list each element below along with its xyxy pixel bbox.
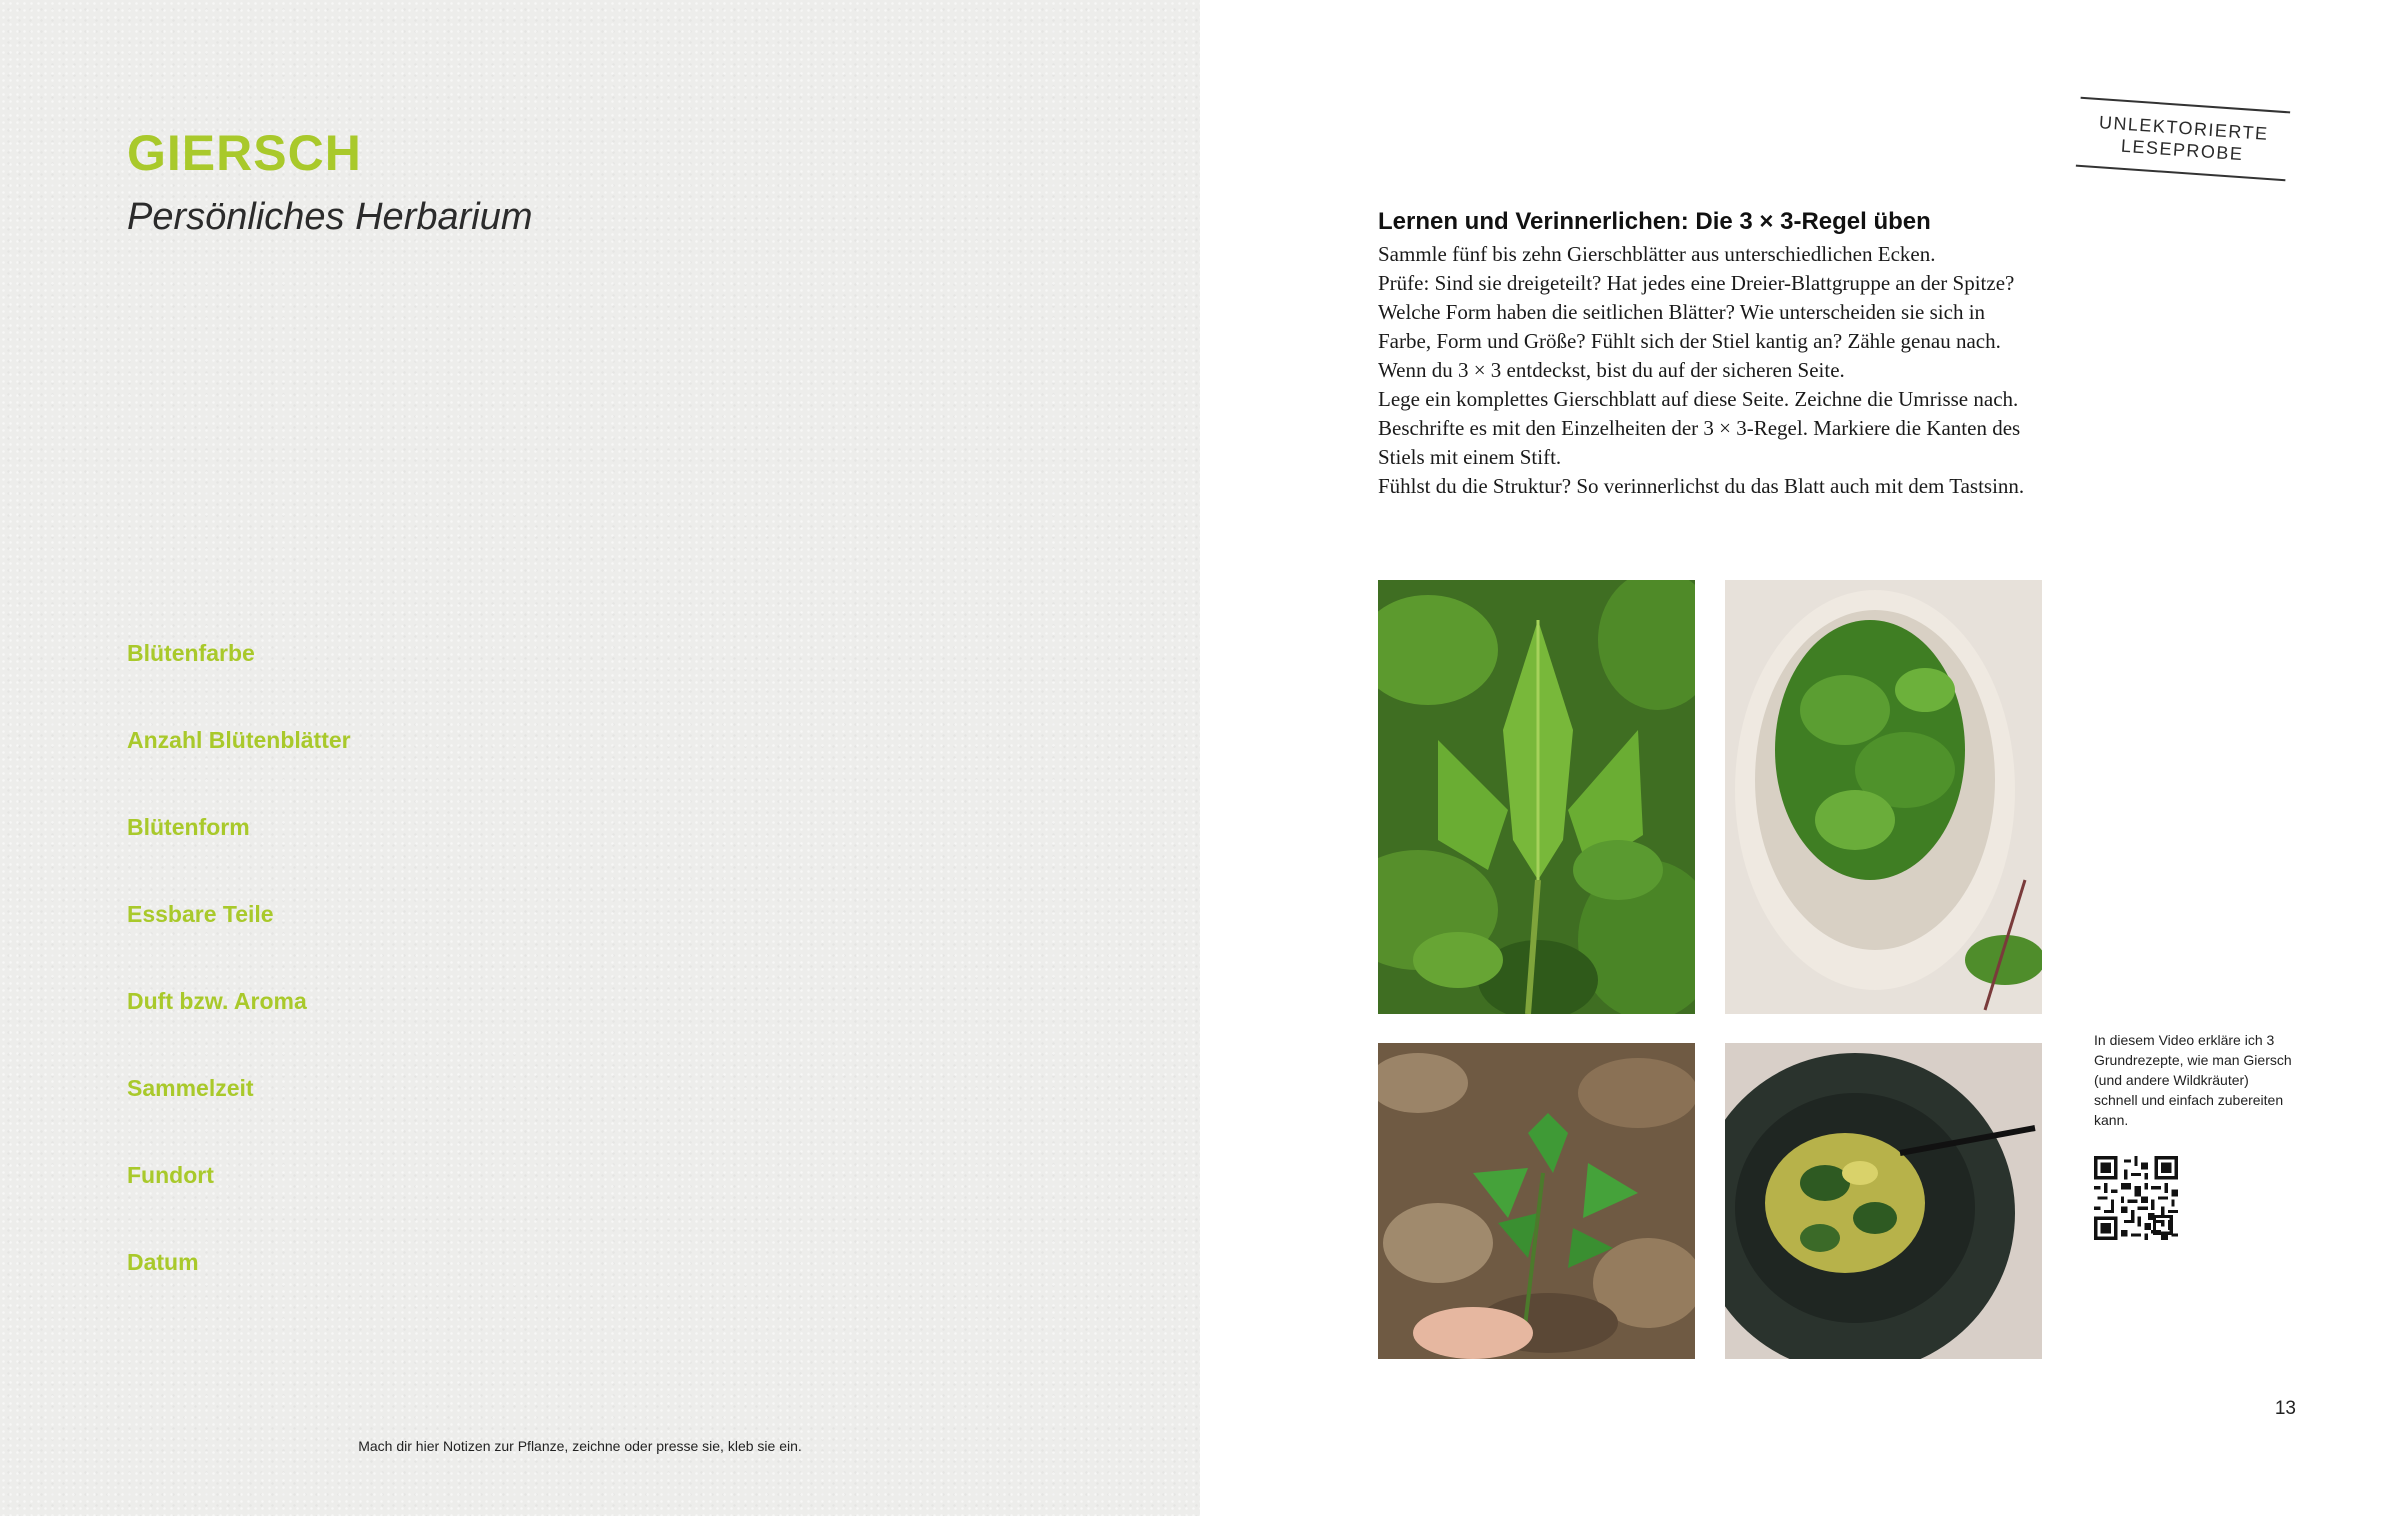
body-text bbox=[1378, 240, 2098, 501]
body-line: Sammle fünf bis zehn Gierschblätter aus unterschiedlichen Ecken. bbox=[1378, 242, 1936, 266]
herbarium-field-list bbox=[127, 640, 351, 1336]
video-note: In diesem Video erkläre ich 3 Grundrezepte, wie man Giersch (und andere Wildkräuter) schnell und einfach zubereiten kann. bbox=[2094, 1032, 2292, 1128]
photo-giersch-forest-floor bbox=[1378, 1043, 1695, 1359]
field-label-bluetenform: Blütenform bbox=[127, 814, 250, 840]
preview-stamp bbox=[2076, 97, 2290, 181]
field-label-duft-aroma: Duft bzw. Aroma bbox=[127, 988, 307, 1014]
field-label-datum: Datum bbox=[127, 1249, 199, 1275]
body-line: Stiels mit einem Stift. bbox=[1378, 445, 1562, 469]
page-title: GIERSCH bbox=[127, 125, 362, 181]
page-footnote: Mach dir hier Notizen zur Pflanze, zeichne oder presse sie, kleb sie ein. bbox=[358, 1438, 802, 1454]
body-line: Lege ein komplettes Gierschblatt auf diese Seite. Zeichne die Umrisse nach. bbox=[1378, 387, 2019, 411]
page-number: 13 bbox=[2274, 1398, 2296, 1419]
body-line: Fühlst du die Struktur? So verinnerlichst du das Blatt auch mit dem Tastsinn. bbox=[1378, 474, 2025, 498]
field-label-anzahl-bluetenblaetter: Anzahl Blütenblätter bbox=[127, 727, 351, 753]
photo-giersch-dish bbox=[1725, 1043, 2042, 1359]
photo-giersch-leaves bbox=[1378, 580, 1695, 1014]
body-line: Beschrifte es mit den Einzelheiten der 3 × 3-Regel. Markiere die Kanten des bbox=[1378, 416, 2021, 440]
stamp-text bbox=[2077, 110, 2290, 169]
page-subtitle: Persönliches Herbarium bbox=[127, 196, 533, 238]
section-heading: Lernen und Verinnerlichen: Die 3 × 3-Regel üben bbox=[1378, 208, 1931, 235]
field-label-fundort: Fundort bbox=[127, 1162, 214, 1188]
field-label-bluetenfarbe: Blütenfarbe bbox=[127, 640, 255, 666]
body-line: Welche Form haben die seitlichen Blätter? Wie unterscheiden sie sich in bbox=[1378, 300, 1986, 324]
photo-giersch-basket bbox=[1725, 580, 2042, 1014]
qr-code-icon[interactable] bbox=[2094, 1156, 2178, 1240]
stamp-line-1: UNLEKTORIERTE bbox=[2098, 112, 2270, 144]
field-label-essbare-teile: Essbare Teile bbox=[127, 901, 274, 927]
body-line: Prüfe: Sind sie dreigeteilt? Hat jedes eine Dreier-Blattgruppe an der Spitze? bbox=[1378, 271, 2015, 295]
body-line: Wenn du 3 × 3 entdeckst, bist du auf der sicheren Seite. bbox=[1378, 358, 1845, 382]
stamp-line-2: LESEPROBE bbox=[2120, 135, 2245, 165]
field-label-sammelzeit: Sammelzeit bbox=[127, 1075, 254, 1101]
body-line: Farbe, Form und Größe? Fühlt sich der Stiel kantig an? Zähle genau nach. bbox=[1378, 329, 2001, 353]
